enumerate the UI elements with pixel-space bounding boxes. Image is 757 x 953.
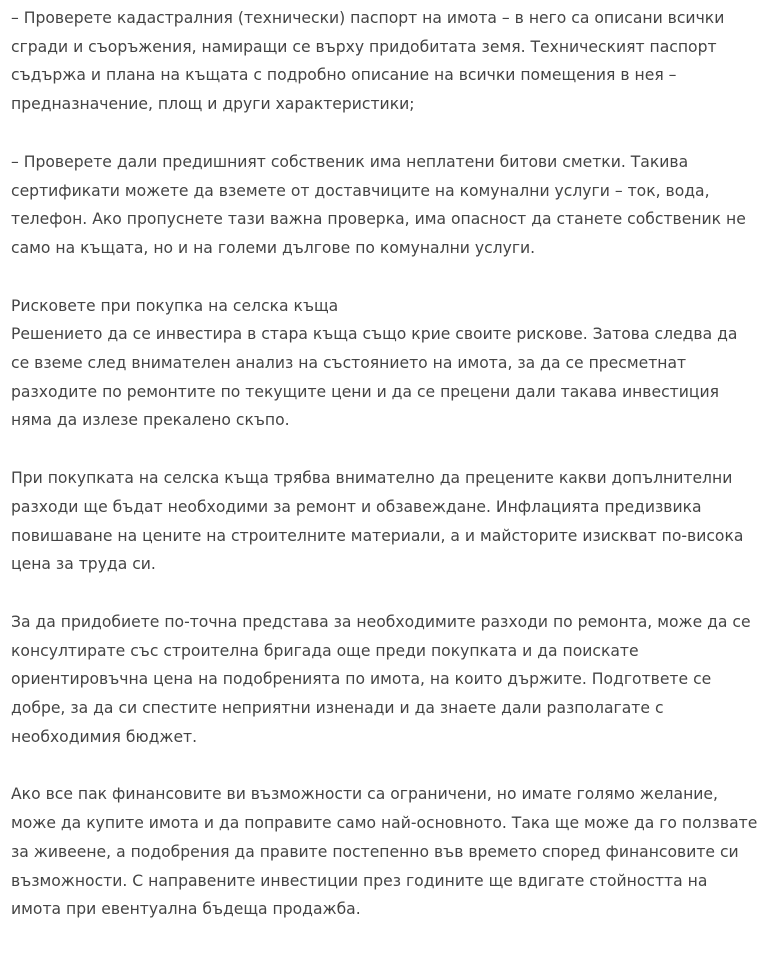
- text-line: – Проверете дали предишният собственик има неплатени битови сметки. Такива: [11, 152, 689, 171]
- text-line: необходимия бюджет.: [11, 727, 198, 746]
- article-body: [11, 4, 757, 953]
- text-line: Ако все пак финансовите ви възможности са ограничени, но имате голямо желание,: [11, 785, 718, 804]
- paragraph-utility-bills: [11, 148, 746, 263]
- text-line: добре, за да си спестите неприятни изненади и да знаете дали разполагате с: [11, 699, 664, 718]
- text-line: няма да излезе прекалено скъпо.: [11, 411, 290, 430]
- text-line: Решението да се инвестира в стара къща също крие своите рискове. Затова следва да: [11, 325, 738, 344]
- text-line: се вземе след внимателен анализ на състоянието на имота, за да се пресметнат: [11, 354, 687, 373]
- text-line: само на къщата, но и на големи дългове по комунални услуги.: [11, 238, 536, 257]
- text-line: повишаване на цените на строителните материали, а и майсторите изискват по-висока: [11, 526, 744, 545]
- text-line: предназначение, площ и други характеристики;: [11, 95, 415, 114]
- text-line: сертификати можете да вземете от доставчиците на комунални услуги – ток, вода,: [11, 181, 710, 200]
- text-line: възможности. С направените инвестиции през годините ще вдигате стойността на: [11, 871, 708, 890]
- section-risks: [11, 292, 738, 436]
- text-line: може да купите имота и да поправите само най-основното. Така ще може да го ползвате: [11, 814, 757, 833]
- paragraph-additional-costs: [11, 464, 744, 579]
- paragraph-construction-consult: [11, 608, 751, 752]
- text-line: – Проверете кадастралния (технически) паспорт на имота – в него са описани всички: [11, 9, 725, 27]
- text-line: ориентировъчна цена на подобренията по имота, на които държите. Подгответе се: [11, 670, 712, 689]
- section-heading: Рисковете при покупка на селска къща: [11, 296, 339, 315]
- text-line: При покупката на селска къща трябва внимателно да прецените какви допълнителни: [11, 469, 733, 488]
- text-line: съдържа и плана на къщата с подробно описание на всички помещения в нея –: [11, 66, 677, 85]
- text-line: сгради и съоръжения, намиращи се върху придобитата земя. Техническият паспорт: [11, 37, 717, 56]
- text-line: телефон. Ако пропуснете тази важна проверка, има опасност да станете собственик не: [11, 210, 746, 229]
- text-line: цена за труда си.: [11, 555, 156, 574]
- paragraph-cadastral-passport: [11, 4, 725, 119]
- text-line: разходите по ремонтите по текущите цени и да се прецени дали такава инвестиция: [11, 382, 720, 401]
- text-line: За да придобиете по-точна представа за необходимите разходи по ремонта, може да се: [11, 612, 751, 631]
- text-line: имота при евентуална бъдеща продажба.: [11, 900, 361, 919]
- text-line: за живеене, а подобрения да правите постепенно във времето според финансовите си: [11, 842, 739, 861]
- paragraph-limited-finances: [11, 780, 757, 924]
- text-line: разходи ще бъдат необходими за ремонт и обзавеждане. Инфлацията предизвика: [11, 497, 702, 516]
- text-line: консултирате със строителна бригада още преди покупката и да поискате: [11, 641, 639, 660]
